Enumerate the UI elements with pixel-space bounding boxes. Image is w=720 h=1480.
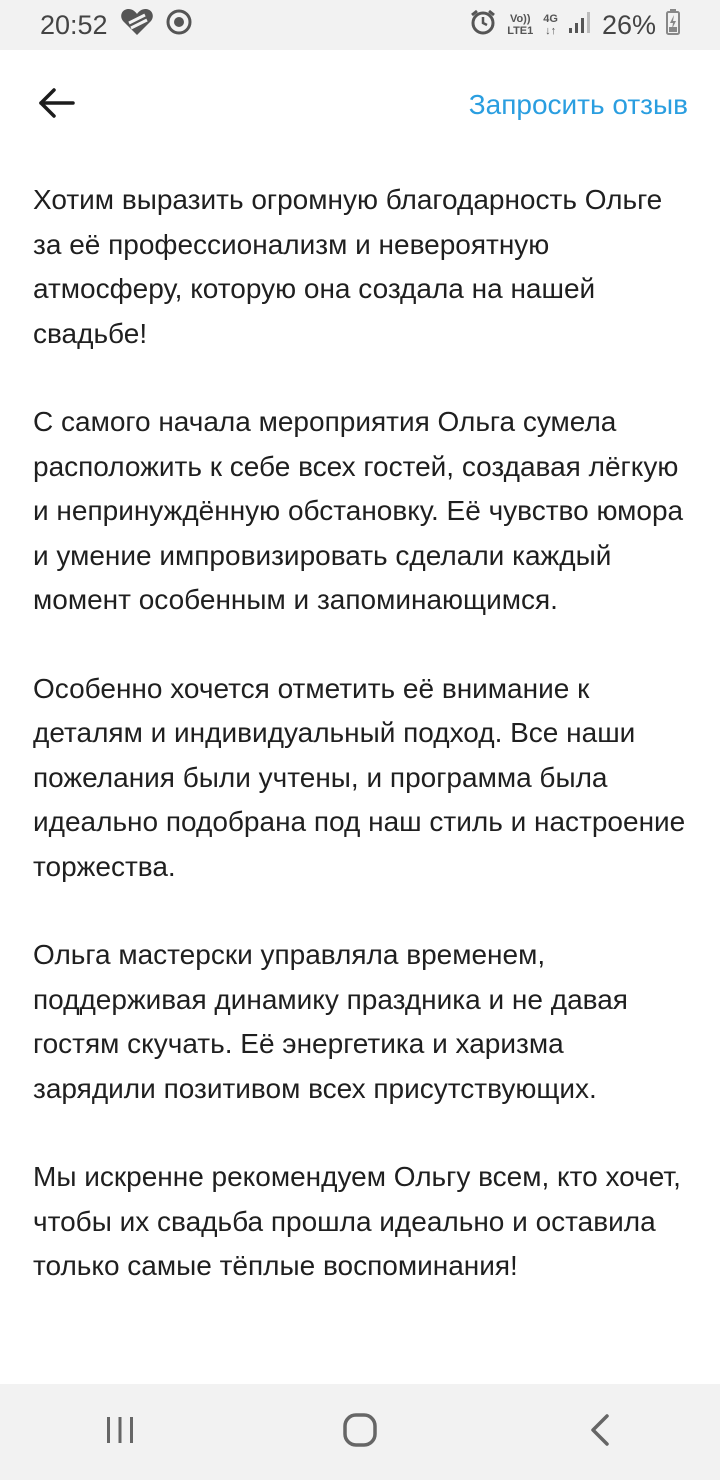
- request-review-button[interactable]: Запросить отзыв: [468, 89, 688, 120]
- record-icon: [166, 9, 192, 42]
- volte-indicator: Vo)) LTE1: [507, 13, 534, 37]
- network-indicator: 4G ↓↑: [543, 13, 558, 37]
- review-paragraph: С самого начала мероприятия Ольга сумела расположить к себе всех гостей, создавая лёгкую и непринуждённую обстановку. Её чувство юмора и умение импровизировать сделали каждый момент особенным и запоминающимся.: [33, 406, 684, 615]
- signal-icon: [568, 10, 592, 41]
- status-bar: [0, 0, 720, 50]
- nav-back-button[interactable]: [560, 1397, 640, 1467]
- battery-icon: [666, 9, 680, 42]
- battery-percent: 26%: [601, 9, 656, 40]
- heart-icon: [120, 7, 154, 44]
- system-nav-bar: [0, 1384, 720, 1480]
- status-right: [469, 8, 680, 43]
- review-paragraph: Особенно хочется отметить её внимание к деталям и индивидуальный подход. Все наши пожелания были учтены, и программа была идеально подобрана под наш стиль и настроение торжества.: [33, 672, 686, 882]
- arrow-left-icon: [37, 87, 75, 124]
- home-icon: [341, 1411, 379, 1454]
- review-paragraph: Хотим выразить огромную благодарность Ольге за её профессионализм и невероятную атмосферу, которую она создала на нашей свадьбе!: [33, 184, 663, 349]
- review-paragraph: Мы искренне рекомендуем Ольгу всем, кто хочет, чтобы их свадьба прошла идеально и оставила только самые тёплые воспоминания!: [33, 1161, 681, 1281]
- back-button[interactable]: [34, 83, 78, 127]
- home-button[interactable]: [320, 1397, 400, 1467]
- chevron-left-icon: [585, 1412, 615, 1453]
- alarm-icon: [469, 8, 497, 43]
- status-time: 20:52: [40, 9, 108, 40]
- status-left: [40, 7, 192, 44]
- review-paragraph: Ольга мастерски управляла временем, поддерживая динамику праздника и не давая гостям скучать. Её энергетика и харизма зарядили позитивом всех присутствующих.: [33, 939, 628, 1104]
- app-bar: [0, 50, 720, 160]
- recents-button[interactable]: [80, 1397, 160, 1467]
- review-text: [33, 178, 693, 1333]
- recents-icon: [103, 1413, 137, 1452]
